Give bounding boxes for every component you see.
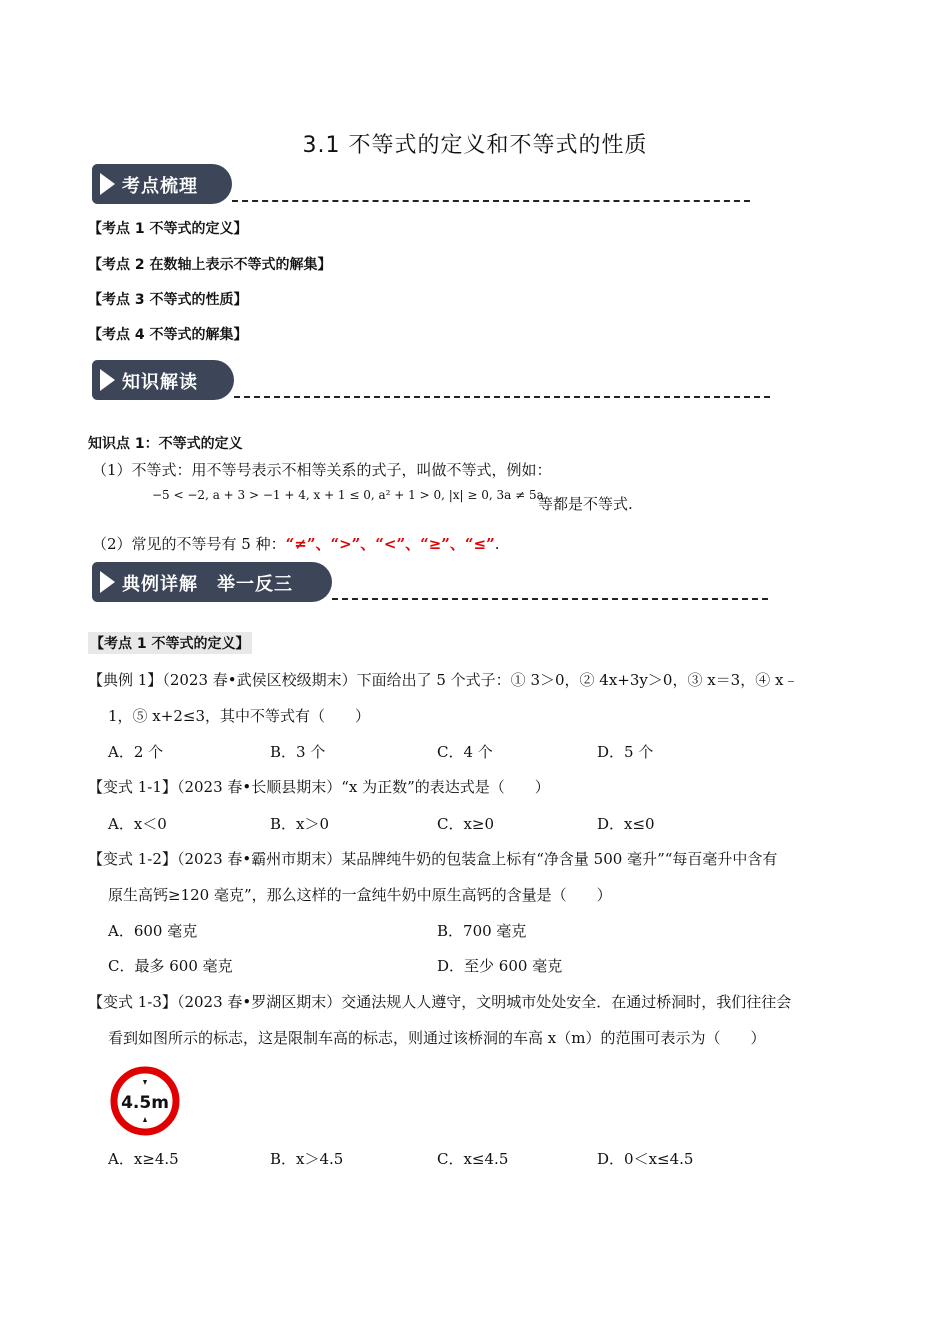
variant-1-3-line1 <box>88 991 791 1012</box>
example-1-line2: 1，⑤ x+2≤3，其中不等式有（ ） <box>108 707 370 725</box>
knowledge-heading: 知识点 1：不等式的定义 <box>88 436 243 452</box>
option-a: A．600 毫克 <box>108 922 198 940</box>
variant-1-3-text: （2023 春•罗湖区期末）交通法规人人遵守，文明城市处处安全．在通过桥洞时，我们往往会 <box>176 993 792 1011</box>
example-1-label: 【典例 1】 <box>88 671 163 689</box>
knowledge-p1-end: 等都是不等式. <box>538 495 633 513</box>
knowledge-p1-math: −5 < −2, a + 3 > −1 + 4, x + 1 ≤ 0, a² + 1 > 0, |x| ≥ 0, 3a ≠ 5a <box>152 488 544 502</box>
knowledge-p2-end: . <box>494 535 500 553</box>
banner-kaodian-label: 考点梳理 <box>122 176 198 197</box>
option-a: A．x＜0 <box>108 815 167 833</box>
kaodian-item-2: 【考点 2 在数轴上表示不等式的解集】 <box>88 257 332 273</box>
option-d: D．5 个 <box>597 743 654 761</box>
example-1-line1 <box>88 669 798 690</box>
banner-zhishi <box>92 360 772 400</box>
option-c: C．x≤4.5 <box>437 1150 509 1168</box>
option-c: C．x≥0 <box>437 815 495 833</box>
kaodian-item-3: 【考点 3 不等式的性质】 <box>88 292 248 308</box>
kaodian-item-1: 【考点 1 不等式的定义】 <box>88 221 248 237</box>
variant-1-1-label: 【变式 1-1】 <box>88 778 177 796</box>
sign-text: 4.5m <box>121 1093 169 1113</box>
option-d: D．0＜x≤4.5 <box>597 1150 694 1168</box>
option-a: A．2 个 <box>108 743 164 761</box>
variant-1-2-text: （2023 春•霸州市期末）某品牌纯牛奶的包装盒上标有“净含量 500 毫升”“每百毫升中含有 <box>176 850 778 868</box>
variant-1-3-label: 【变式 1-3】 <box>88 993 177 1011</box>
option-c: C．最多 600 毫克 <box>108 957 233 975</box>
option-b: B．3 个 <box>270 743 326 761</box>
option-b: B．700 毫克 <box>437 922 527 940</box>
option-a: A．x≥4.5 <box>108 1150 179 1168</box>
option-b: B．x＞0 <box>270 815 330 833</box>
option-b: B．x＞4.5 <box>270 1150 344 1168</box>
kaodian-item-4: 【考点 4 不等式的解集】 <box>88 327 248 343</box>
play-icon <box>100 369 115 391</box>
knowledge-p1: （1）不等式：用不等号表示不相等关系的式子，叫做不等式，例如： <box>92 461 552 479</box>
banner-zhishi-label: 知识解读 <box>122 372 198 393</box>
dashed-divider <box>332 598 768 600</box>
variant-1-3-line2: 看到如图所示的标志，这是限制车高的标志，则通过该桥洞的车高 x（m）的范围可表示为（ ） <box>108 1029 766 1047</box>
inequality-symbols: “≠”、“>”、“<”、“≥”、“≤” <box>285 535 495 553</box>
option-d: D．至少 600 毫克 <box>437 957 563 975</box>
dashed-divider <box>232 200 750 202</box>
option-c: C．4 个 <box>437 743 493 761</box>
variant-1-2-line2: 原生高钙≥120 毫克”，那么这样的一盒纯牛奶中原生高钙的含量是（ ） <box>108 886 612 904</box>
banner-dianli <box>92 562 772 602</box>
play-icon <box>100 173 115 195</box>
variant-1-2-line1 <box>88 848 777 869</box>
knowledge-p2-start: （2）常见的不等号有 5 种： <box>92 535 286 553</box>
banner-kaodian <box>92 164 752 204</box>
example-1-text: （2023 春•武侯区校级期末）下面给出了 5 个式子：① 3＞0，② 4x+3y＞0，③ x＝3，④ x﹣ <box>162 671 799 689</box>
knowledge-p2 <box>92 533 500 554</box>
play-icon <box>100 571 115 593</box>
section-tag: 【考点 1 不等式的定义】 <box>88 632 252 654</box>
dashed-divider <box>234 396 770 398</box>
option-d: D．x≤0 <box>597 815 655 833</box>
variant-1-1-text: （2023 春•长顺县期末）“x 为正数”的表达式是（ ） <box>176 778 550 796</box>
banner-dianli-label: 典例详解 举一反三 <box>122 574 293 595</box>
height-limit-sign-icon <box>110 1066 180 1136</box>
page-title: 3.1 不等式的定义和不等式的性质 <box>302 133 648 158</box>
variant-1-1-line1 <box>88 776 550 797</box>
variant-1-2-label: 【变式 1-2】 <box>88 850 177 868</box>
